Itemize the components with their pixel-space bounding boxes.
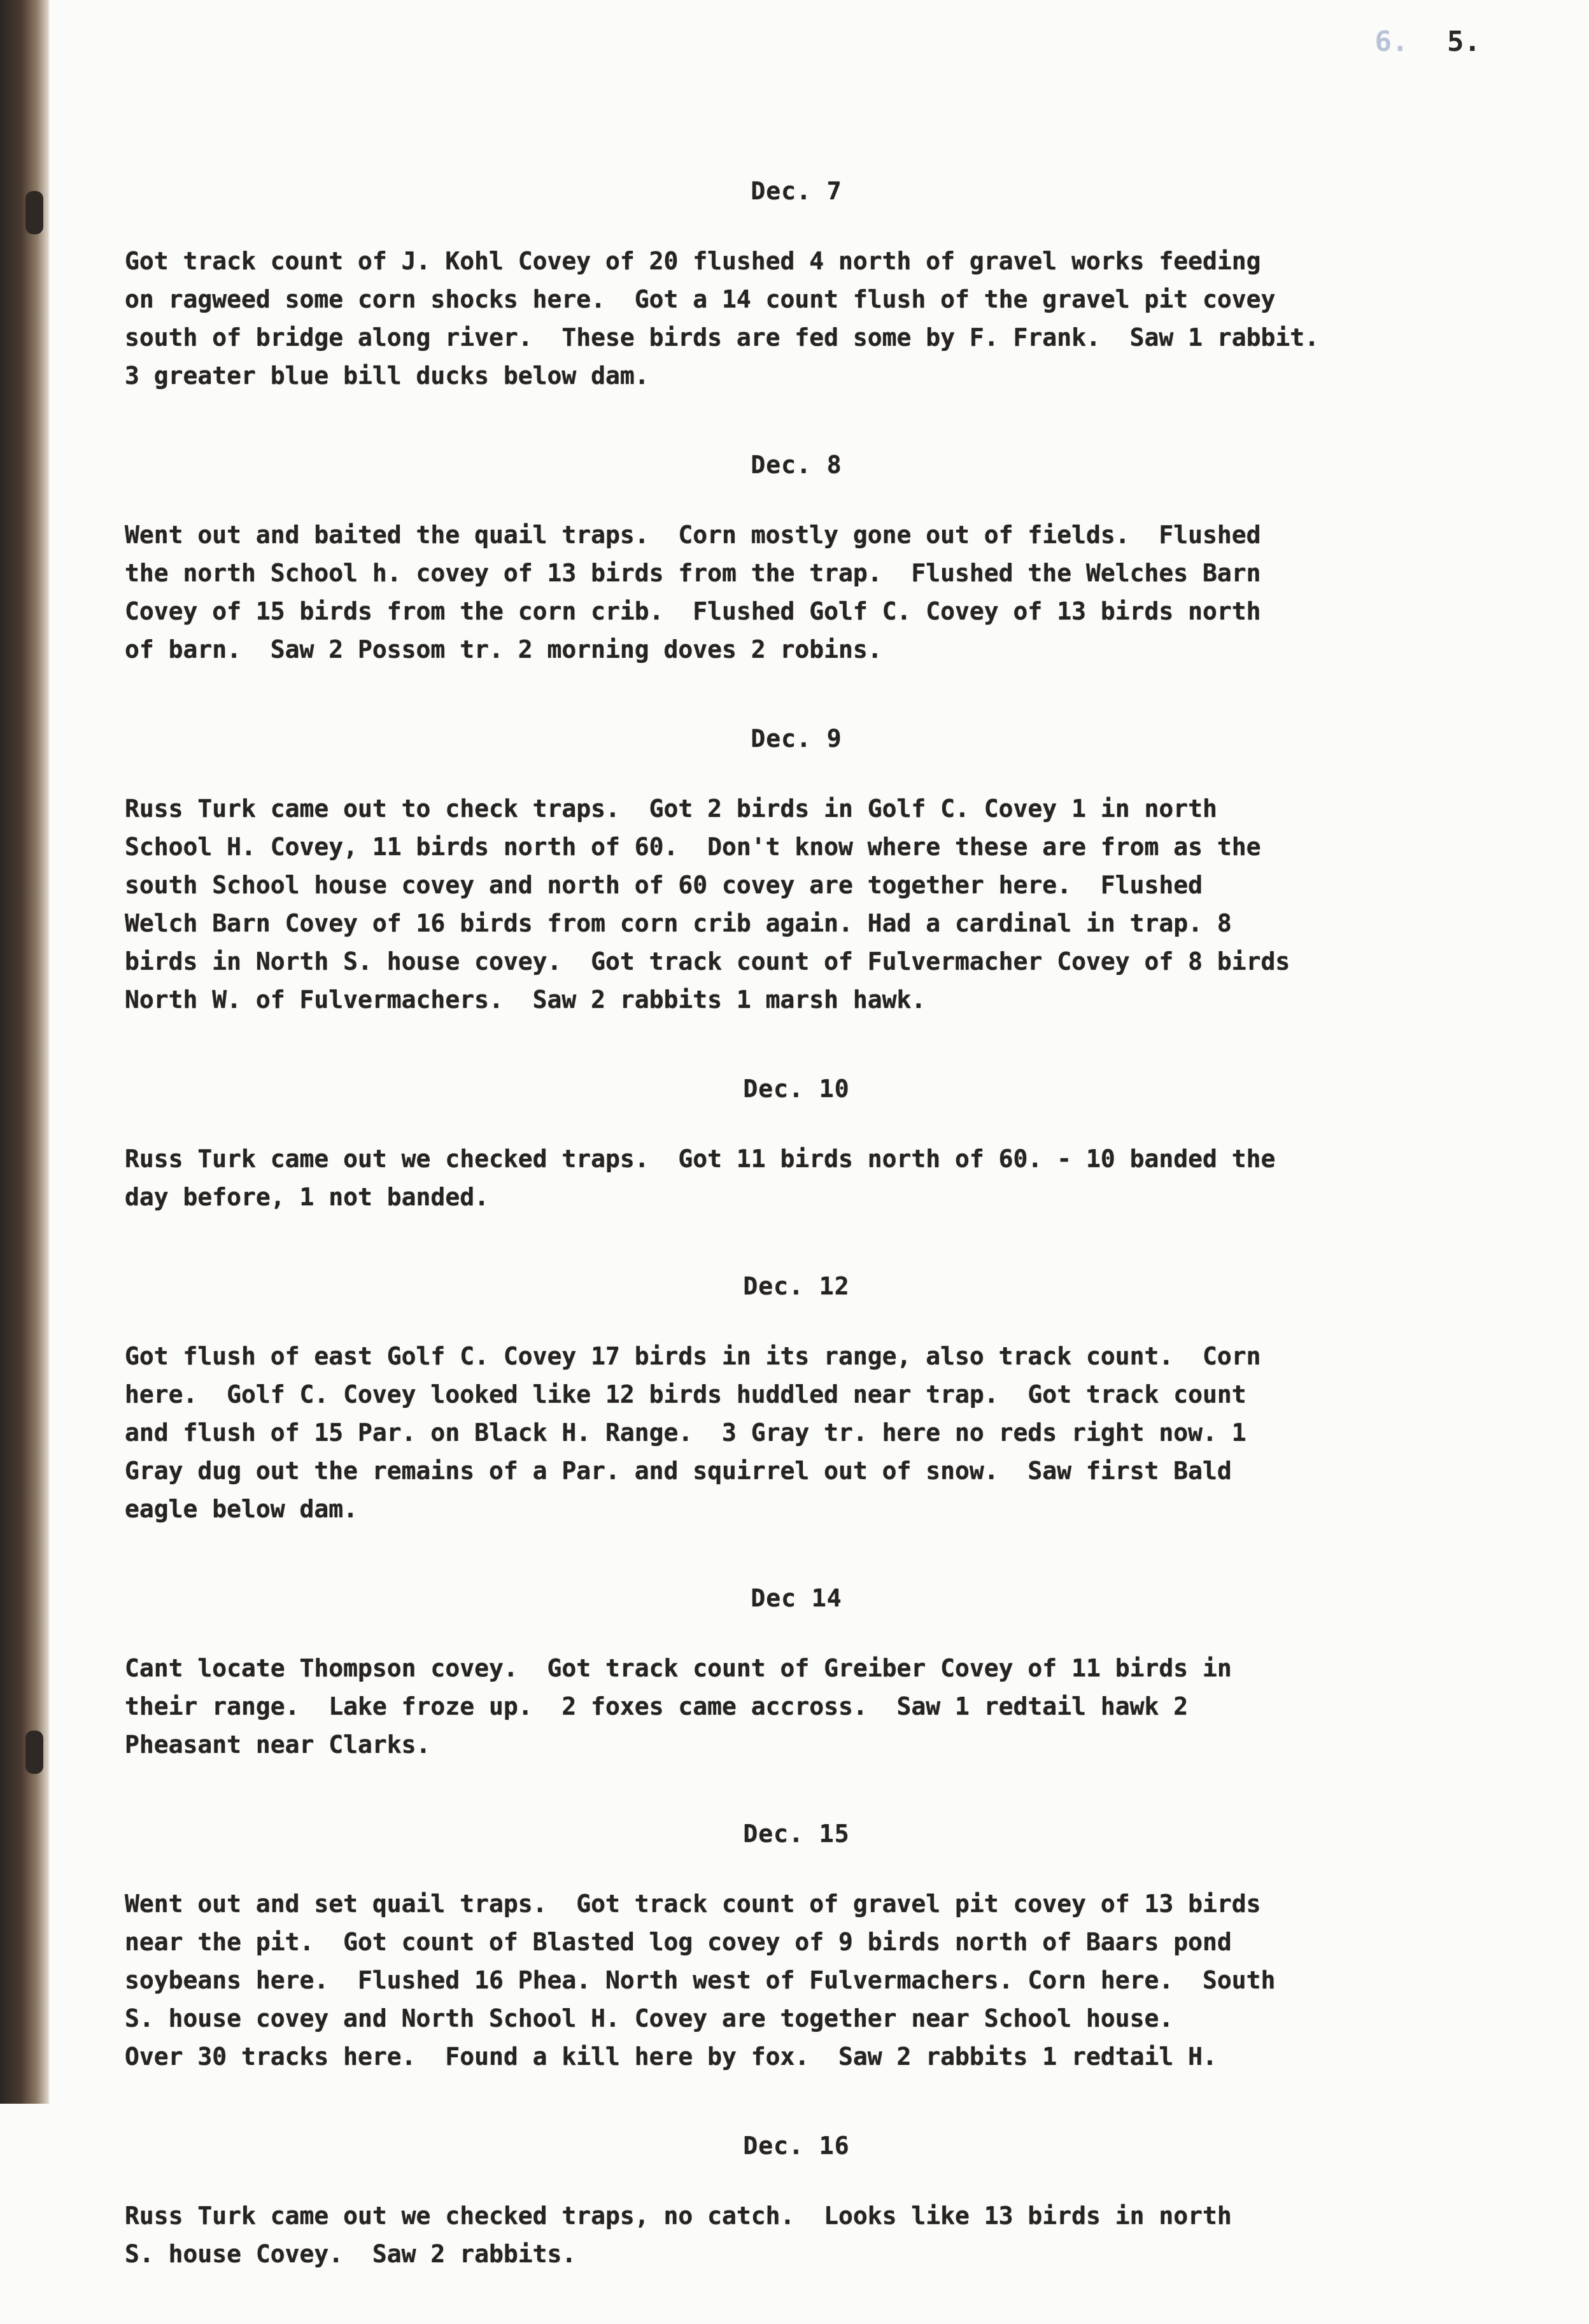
entry-line: here. Golf C. Covey looked like 12 birds huddled near trap. Got track count bbox=[125, 1380, 1246, 1408]
entry-line: the north School h. covey of 13 birds from the trap. Flushed the Welches Barn bbox=[125, 559, 1261, 587]
entry-line: 3 greater blue bill ducks below dam. bbox=[125, 362, 649, 390]
entry-date: Dec. 12 bbox=[743, 1272, 850, 1300]
entry-line: Got track count of J. Kohl Covey of 20 flushed 4 north of gravel works feeding bbox=[125, 247, 1261, 275]
entry-line: North W. of Fulvermachers. Saw 2 rabbits 1 marsh hawk. bbox=[125, 986, 926, 1014]
page-number-area bbox=[1375, 25, 1481, 58]
faint-page-number: 6. bbox=[1374, 25, 1409, 58]
entry-line: Got flush of east Golf C. Covey 17 birds in its range, also track count. Corn bbox=[125, 1342, 1261, 1370]
entry-date: Dec. 10 bbox=[743, 1075, 850, 1103]
entry-line: Over 30 tracks here. Found a kill here by fox. Saw 2 rabbits 1 redtail H. bbox=[125, 2043, 1217, 2071]
entry-dec-8 bbox=[125, 446, 1468, 669]
entry-line: day before, 1 not banded. bbox=[125, 1183, 489, 1211]
entry-line: Went out and set quail traps. Got track count of gravel pit covey of 13 birds bbox=[125, 1890, 1261, 1918]
entry-line: south School house covey and north of 60 covey are together here. Flushed bbox=[125, 871, 1203, 899]
journal-page bbox=[125, 172, 1468, 2324]
entry-dec-7 bbox=[125, 172, 1468, 395]
page-number: 5. bbox=[1447, 25, 1481, 58]
entry-date: Dec 14 bbox=[751, 1584, 842, 1612]
entry-line: Pheasant near Clarks. bbox=[125, 1731, 431, 1759]
entry-line: south of bridge along river. These birds are fed some by F. Frank. Saw 1 rabbit. bbox=[125, 323, 1319, 351]
entry-date: Dec. 16 bbox=[743, 2132, 850, 2160]
entry-line: of barn. Saw 2 Possom tr. 2 morning doves 2 robins. bbox=[125, 635, 882, 663]
entry-line: Russ Turk came out we checked traps. Got 11 birds north of 60. - 10 banded the bbox=[125, 1145, 1276, 1173]
entry-line: Gray dug out the remains of a Par. and squirrel out of snow. Saw first Bald bbox=[125, 1457, 1232, 1485]
binder-ring-top bbox=[25, 191, 43, 234]
entry-line: soybeans here. Flushed 16 Phea. North west of Fulvermachers. Corn here. South bbox=[125, 1966, 1276, 1994]
entry-line: on ragweed some corn shocks here. Got a 14 count flush of the gravel pit covey bbox=[125, 285, 1276, 313]
entry-dec-9 bbox=[125, 719, 1468, 1019]
entry-line: Russ Turk came out we checked traps, no catch. Looks like 13 birds in north bbox=[125, 2202, 1232, 2230]
entry-line: near the pit. Got count of Blasted log covey of 9 birds north of Baars pond bbox=[125, 1928, 1232, 1956]
entry-dec-16 bbox=[125, 2127, 1468, 2273]
entry-line: S. house covey and North School H. Covey are together near School house. bbox=[125, 2004, 1174, 2032]
entry-line: their range. Lake froze up. 2 foxes came accross. Saw 1 redtail hawk 2 bbox=[125, 1692, 1189, 1720]
binder-ring-bottom bbox=[25, 1731, 43, 1774]
entry-date: Dec. 15 bbox=[743, 1820, 850, 1848]
entry-date: Dec. 7 bbox=[751, 177, 842, 205]
entry-line: and flush of 15 Par. on Black H. Range. 3 Gray tr. here no reds right now. 1 bbox=[125, 1419, 1246, 1447]
entry-date: Dec. 8 bbox=[751, 451, 842, 479]
entry-line: S. house Covey. Saw 2 rabbits. bbox=[125, 2240, 577, 2268]
entry-line: Cant locate Thompson covey. Got track count of Greiber Covey of 11 birds in bbox=[125, 1654, 1232, 1682]
entry-line: birds in North S. house covey. Got track count of Fulvermacher Covey of 8 birds bbox=[125, 947, 1290, 975]
entry-dec-10 bbox=[125, 1070, 1468, 1216]
entry-line: Went out and baited the quail traps. Corn mostly gone out of fields. Flushed bbox=[125, 521, 1261, 549]
entry-line: Covey of 15 birds from the corn crib. Flushed Golf C. Covey of 13 birds north bbox=[125, 597, 1261, 625]
entry-line: eagle below dam. bbox=[125, 1495, 358, 1523]
entry-dec-12 bbox=[125, 1267, 1468, 1528]
entry-line: Russ Turk came out to check traps. Got 2 birds in Golf C. Covey 1 in north bbox=[125, 795, 1217, 823]
entry-dec-15 bbox=[125, 1815, 1468, 2076]
entry-date: Dec. 9 bbox=[751, 725, 842, 753]
entry-dec-14 bbox=[125, 1579, 1468, 1764]
entry-line: Welch Barn Covey of 16 birds from corn crib again. Had a cardinal in trap. 8 bbox=[125, 909, 1232, 937]
entry-line: School H. Covey, 11 birds north of 60. Don't know where these are from as the bbox=[125, 833, 1261, 861]
notebook-binding bbox=[0, 0, 50, 2104]
